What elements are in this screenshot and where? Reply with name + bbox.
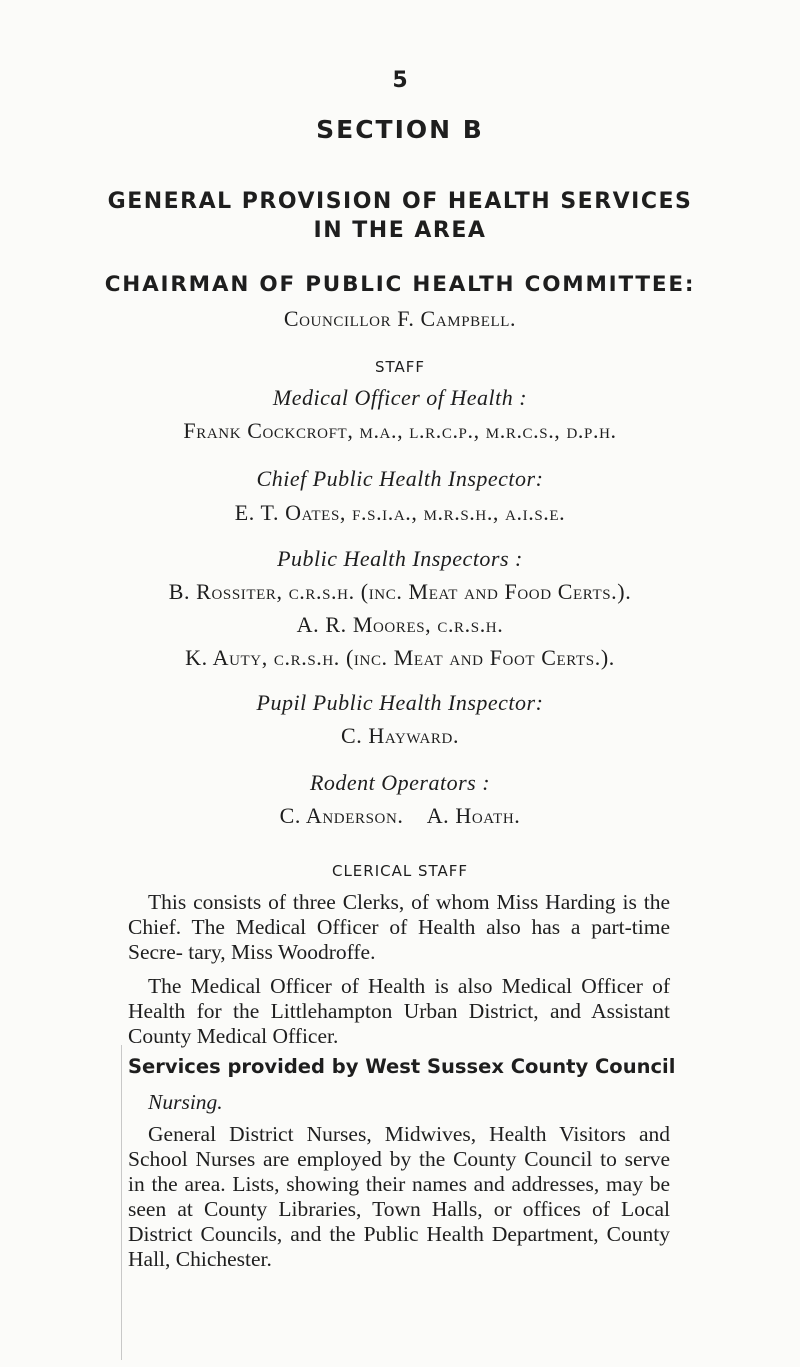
nursing-paragraph: General District Nurses, Midwives, Health Visitors and School Nurses are employed by the County Council to serve in the area. Lists, showing their names and addresses, may be seen at County Libraries, Town Halls, or offices of Local District Councils, and the Public Health Department, County Hall, Chichester. xyxy=(128,1122,670,1271)
chairman-name: Councillor F. Campbell. xyxy=(283,306,517,331)
services-heading: Services provided by West Sussex County Council xyxy=(128,1055,676,1078)
margin-rule xyxy=(121,1045,122,1360)
clerical-paragraph-2: The Medical Officer of Health is also Medical Officer of Health for the Littlehampton Urban District, and Assistant County Medical Officer. xyxy=(128,974,670,1048)
pupil-title: Pupil Public Health Inspector: xyxy=(256,690,544,715)
clerical-heading: CLERICAL STAFF xyxy=(331,862,469,880)
phi-title: Public Health Inspectors : xyxy=(277,546,523,571)
section-title: SECTION B xyxy=(316,115,484,144)
phi-name: A. R. Moores, c.r.s.h. xyxy=(296,612,504,637)
general-title-line-2: IN THE AREA xyxy=(313,218,487,243)
clerical-paragraph-1: This consists of three Clerks, of whom Miss Harding is the Chief. The Medical Officer of Health also has a part-time Secre- tary, Miss Woodroffe. xyxy=(128,890,670,964)
rodent-title: Rodent Operators : xyxy=(309,770,491,795)
cphi-title: Chief Public Health Inspector: xyxy=(256,466,544,491)
general-title-line-1: GENERAL PROVISION OF HEALTH SERVICES xyxy=(107,189,693,214)
pupil-name: C. Hayward. xyxy=(340,723,460,748)
page-number: 5 xyxy=(392,68,408,93)
cphi-name: E. T. Oates, f.s.i.a., m.r.s.h., a.i.s.e. xyxy=(234,500,566,525)
moh-title: Medical Officer of Health : xyxy=(272,385,528,410)
nursing-subheading: Nursing. xyxy=(148,1090,223,1114)
phi-name: B. Rossiter, c.r.s.h. (inc. Meat and Food Certs.). xyxy=(168,579,632,604)
phi-name: K. Auty, c.r.s.h. (inc. Meat and Foot Certs.). xyxy=(185,645,615,670)
chairman-heading: CHAIRMAN OF PUBLIC HEALTH COMMITTEE: xyxy=(104,272,696,297)
staff-heading: STAFF xyxy=(374,358,426,376)
moh-name: Frank Cockcroft, m.a., l.r.c.p., m.r.c.s., d.p.h. xyxy=(183,418,617,443)
rodent-names: C. Anderson. A. Hoath. xyxy=(279,803,521,828)
